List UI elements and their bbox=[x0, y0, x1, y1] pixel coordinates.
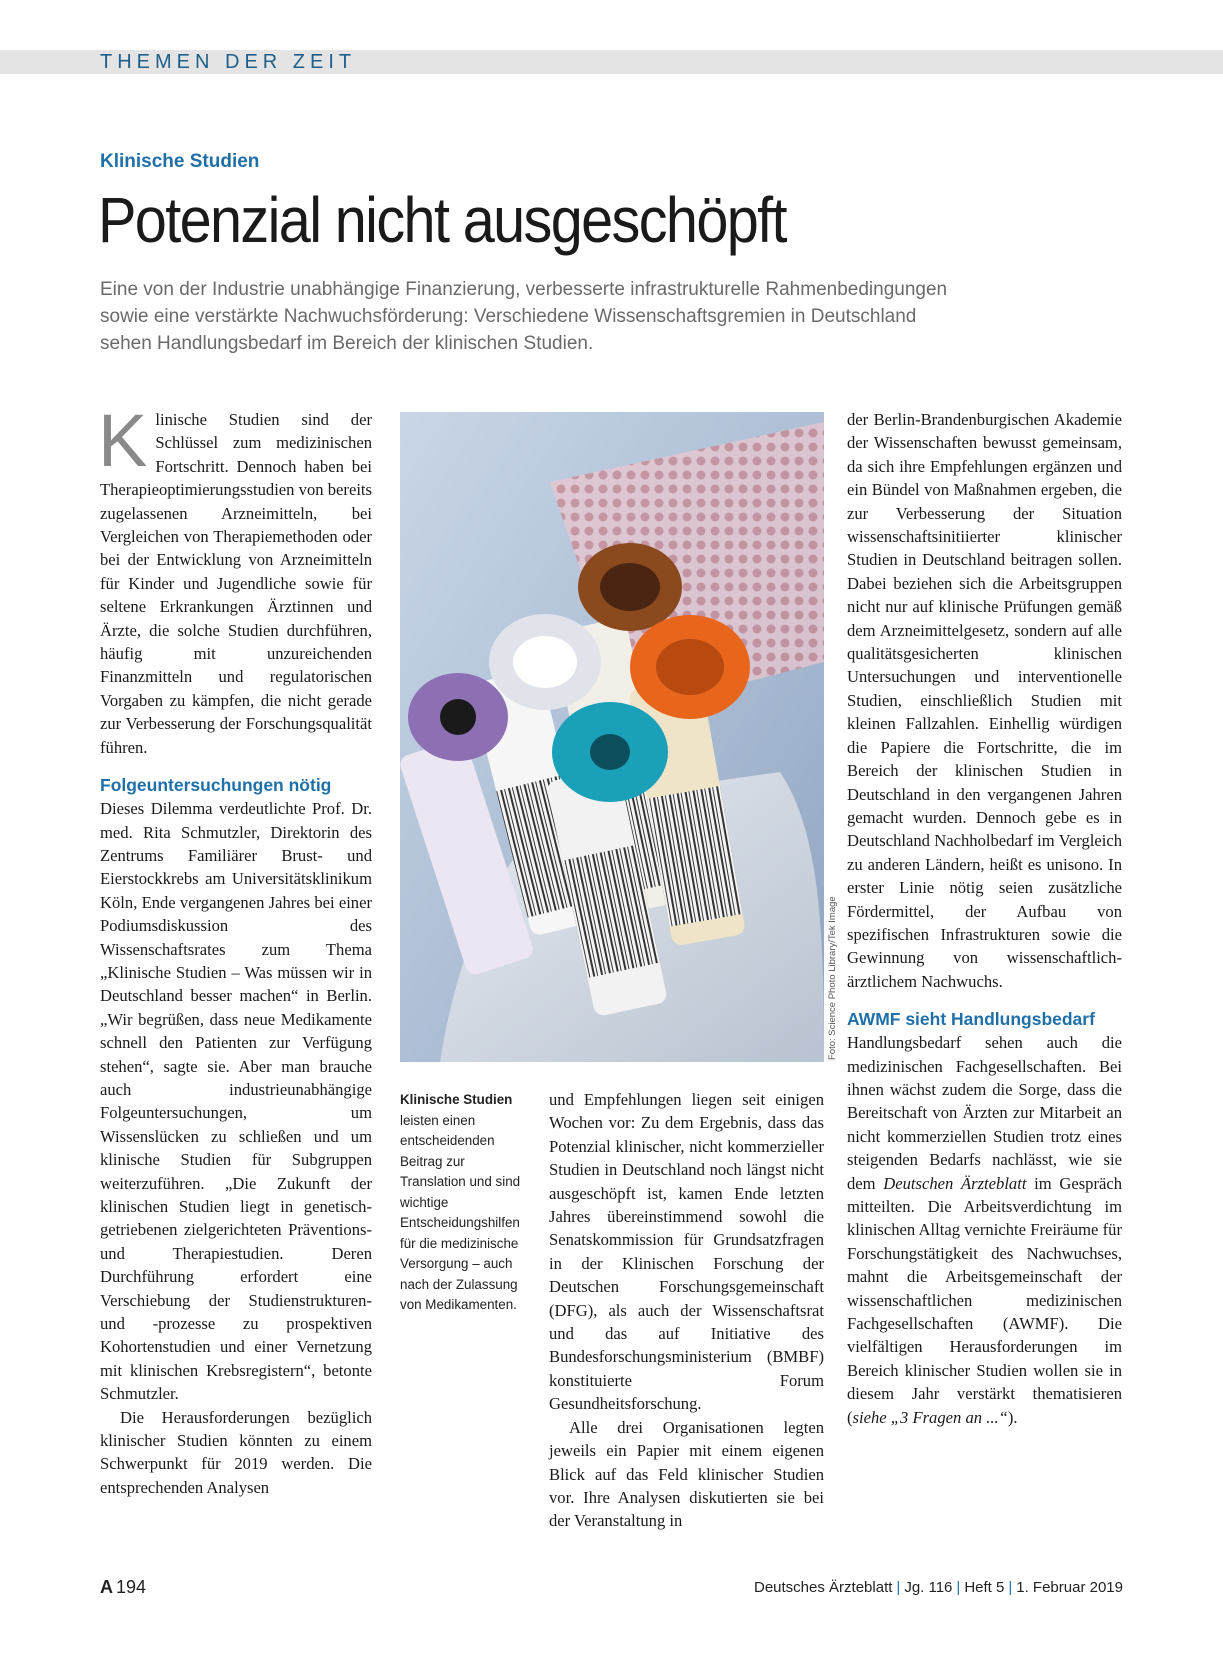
paragraph: und Empfehlungen liegen seit einigen Wochen vor: Zu dem Ergebnis, dass das Potenzial klinischer, nicht kommerzieller Studien in Deutschland noch längst nicht ausgeschöpft ist, kamen Ende letzten Jahres übereinstimmend sowohl die Senatskommission für Grundsatzfragen in der Klinischen Forschung der Deutschen Forschungsgemeinschaft (DFG), als auch der Wissenschaftsrat und das auf Initiative des Bundesforschungsministerium (BMBF) konstituierte Forum Gesundheitsforschung. bbox=[549, 1090, 824, 1414]
paragraph: Dieses Dilemma verdeutlichte Prof. Dr. med. Rita Schmutzler, Direktorin des Zentrums Familiärer Brust- und Eierstockkrebs am Universitätsklinikum Köln, Ende vergangenen Jahres bei einer Podiumsdiskussion des Wissenschaftsrates zum Thema „Klinische Studien – Was müssen wir in Deutschland besser machen“ in Berlin. „Wir begrüßen, dass neue Medikamente schnell den Patienten zur Verfügung stehen“, sagte sie. Aber man brauche auch industrieunabhängige Folgeuntersuchungen, um Wissenslücken zu schließen und um klinische Studien für Subgruppen weiterzuführen. „Die Zukunft der klinischen Studien liegt in genetisch-getriebenen zielgerichteten Präventions- und Therapiestudien. Deren Durchführung erfordert eine Verschiebung der Studienstrukturen- und -prozesse zu prospektiven Kohortenstudien und einer Vernetzung mit klinischen Krebsregistern“, betonte Schmutzler. bbox=[100, 799, 372, 1404]
paragraph-text: linische Studien sind der Schlüssel zum medizinischen Fortschritt. Dennoch haben bei Therapieoptimierungsstudien von bereits zugelassenen Arzneimitteln, bei Vergleichen von Therapiemethoden oder bei der Entwicklung von Arzneimitteln für Kinder und Jugendliche sowie für seltene Erkrankungen Ärztinnen und Ärzte, die solche Studien durchführen, häufig mit unzureichenden Finanzmitteln und regulatorischen Vorgaben zu kämpfen, die nicht gerade zur Verbesserung der Forschungsqualität führen. bbox=[100, 410, 372, 757]
paragraph: Alle drei Organisationen legten jeweils ein Papier mit einem eigenen Blick auf das Feld klinischer Studien vor. Ihre Analysen diskutierten sie bei der Veranstaltung in bbox=[549, 1417, 824, 1531]
lead-line: sehen Handlungsbedarf im Bereich der klinischen Studien. bbox=[100, 333, 594, 354]
journal-volume: Jg. 116 bbox=[904, 1579, 953, 1596]
lead-line: sowie eine verstärkte Nachwuchsförderung: Verschiedene Wissenschaftsgremien in Deutschland bbox=[100, 306, 917, 327]
paragraph-text: ). bbox=[1007, 1407, 1018, 1427]
text-column-2 bbox=[549, 1088, 824, 1533]
page-number-value: 194 bbox=[116, 1577, 147, 1597]
journal-title: Deutsches Ärzteblatt bbox=[754, 1579, 893, 1596]
paragraph: Die Herausforderungen bezüglich klinischer Studien könnten zu einem Schwerpunkt für 2019 werden. Die entsprechenden Analysen bbox=[100, 1407, 372, 1497]
subheading: AWMF sieht Handlungsbedarf bbox=[847, 1009, 1095, 1030]
footer-divider: | bbox=[1008, 1579, 1013, 1596]
article-photo bbox=[400, 412, 824, 1062]
footer-divider: | bbox=[896, 1579, 901, 1596]
article-lead bbox=[100, 276, 1000, 357]
page-prefix: A bbox=[100, 1577, 113, 1597]
article-title: Potenzial nicht ausgeschöpft bbox=[98, 184, 786, 256]
journal-name: Deutschen Ärzteblatt bbox=[883, 1173, 1027, 1193]
footer-divider: | bbox=[956, 1579, 961, 1596]
paragraph-text: im Gespräch mitteilten. Die Arbeitsverdichtung im klinischen Alltag vernichte Freiräume für Forschungstätigkeit des Nachwuchses, mahnt die Arbeitsgemeinschaft der wissenschaftlichen medizinischen Fachgesellschaften (AWMF). Die vielfältigen Herausforderungen im Bereich klinischer Studien wollen sie in diesem Jahr verstärkt thematisieren ( bbox=[847, 1173, 1123, 1427]
paragraph bbox=[847, 1031, 1122, 1429]
text-column-3 bbox=[847, 408, 1122, 1429]
photo-credit: Foto: Science Photo Library/Tek Image bbox=[827, 896, 838, 1060]
journal-issue: Heft 5 bbox=[964, 1579, 1005, 1596]
subheading: Folgeuntersuchungen nötig bbox=[100, 775, 332, 796]
paragraph-text: Handlungsbedarf sehen auch die medizinischen Fachgesellschaften. Bei ihnen wächst zudem die Sorge, dass die Bereitschaft von Ärzten zur Mitarbeit an nicht kommerziellen Studien trotz eines steigenden Bedarfs nachlässt, wie sie dem bbox=[847, 1033, 1122, 1193]
caption-text: leisten einen entscheidenden Beitrag zur Translation und sind wichtige Entscheidungshilfen für die medizinische Versorgung – auch nach der Zulassung von Medikamenten. bbox=[400, 1112, 521, 1312]
lead-line: Eine von der Industrie unabhängige Finanzierung, verbesserte infrastrukturelle Rahmenbedingungen bbox=[100, 279, 948, 300]
section-label: THEMEN DER ZEIT bbox=[100, 51, 357, 73]
article-kicker: Klinische Studien bbox=[100, 151, 260, 172]
cross-reference: siehe „3 Fragen an ...“ bbox=[852, 1407, 1008, 1427]
journal-footer bbox=[754, 1579, 1123, 1596]
test-tubes-illustration bbox=[400, 412, 824, 1062]
paragraph bbox=[98, 399, 372, 759]
text-column-1 bbox=[98, 399, 372, 1499]
journal-date: 1. Februar 2019 bbox=[1016, 1579, 1123, 1596]
drop-cap: K bbox=[98, 399, 148, 482]
caption-title: Klinische Studien bbox=[400, 1092, 513, 1107]
photo-caption bbox=[400, 1090, 528, 1316]
page-number bbox=[100, 1577, 146, 1598]
paragraph: der Berlin-Brandenburgischen Akademie der Wissenschaften bewusst gemeinsam, da sich ihre Empfehlungen ergänzen und ein Bündel von Maßnahmen ergeben, die zur Verbesserung der Situation wissenschaftsinitiierter klinischer Studien in Deutschland beitragen sollen. Dabei beziehen sich die Arbeitsgruppen nicht nur auf klinische Prüfungen gemäß dem Arzneimittelgesetz, sondern auf alle qualitätsgesicherten klinischen Untersuchungen und interventionelle Studien, einschließlich Studien mit kleinen Fallzahlen. Einhellig würdigen die Papiere die Fortschritte, die im Bereich der klinischen Studien in Deutschland in den vergangenen Jahren gemacht wurden. Dennoch gebe es in Deutschland Nachholbedarf im Vergleich zu anderen Ländern, heißt es unisono. In erster Linie nötig seien zusätzliche Fördermittel, der Aufbau von spezifischen Infrastrukturen sowie die Gewinnung von wissenschaftlich-ärztlichem Nachwuchs. bbox=[847, 410, 1122, 991]
